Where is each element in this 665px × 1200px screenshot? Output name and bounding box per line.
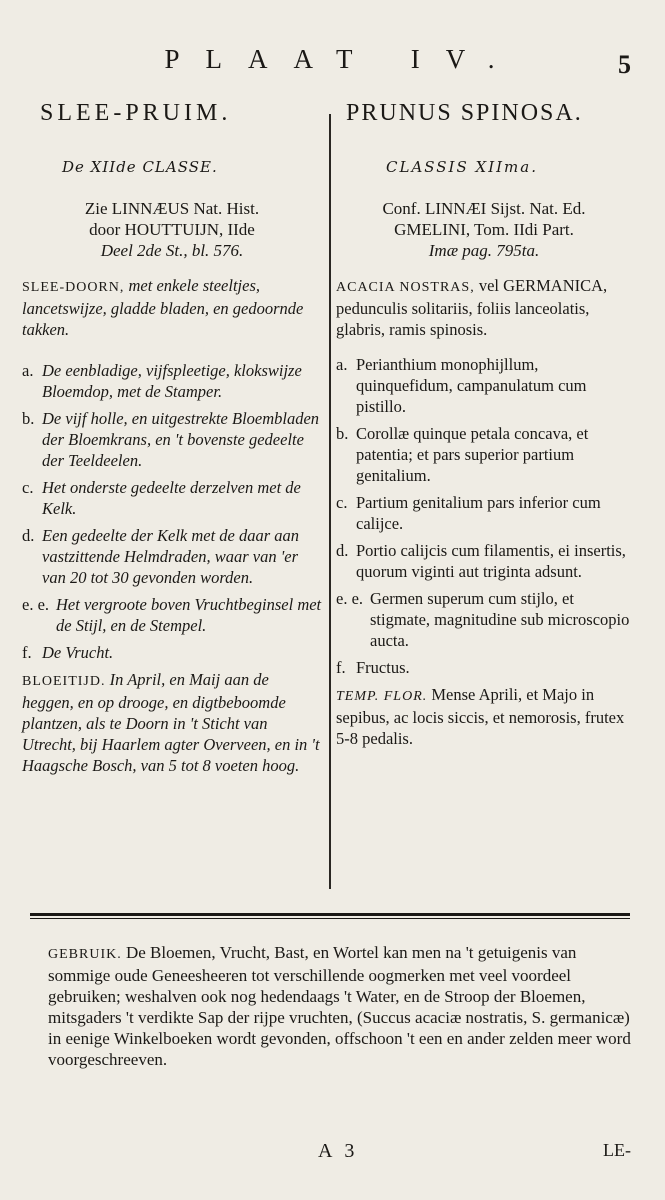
description-lead: SLEE-DOORN, (22, 280, 125, 295)
section-rule (30, 913, 630, 916)
signature-mark: A 3 (318, 1140, 359, 1162)
title-dutch: SLEE-PRUIM. (40, 100, 232, 126)
item-text: Perianthium monophijllum, quinquefidum, campanulatum cum pistillo. (356, 355, 587, 416)
flowering-text: Mense Aprili, et Majo in sepibus, ac locis siccis, et nemorosis, frutex 5-8 pedalis. (336, 685, 625, 748)
description-latin (336, 275, 632, 340)
description-text: vel GERMANICA, pedunculis solitariis, foliis lanceolatis, glabris, ramis spinosis. (336, 276, 608, 339)
item-label: c. (22, 478, 34, 497)
usage-text: De Bloemen, Vrucht, Bast, en Wortel kan men na 't getuigenis van sommige oude Geneesheeren tot verschillende oogmerken met veel voordeel gebruiken; weshalven ook nog hedendaags 't Water, en de Stroop der Bloemen, mitsgaders 't verdikte Sap der rijpe vruchten, (Succus acaciæ nostratis, S. germanicæ) in eenige Winkelboeken wordt gevonden, offschoon 't een en ander zelden meer word voorgeschreeven. (48, 943, 631, 1069)
description-dutch (22, 275, 322, 340)
item-label: c. (336, 493, 348, 512)
item-label: f. (22, 643, 32, 662)
list-item (336, 492, 632, 534)
reference-latin (336, 198, 632, 261)
catchword: LE- (603, 1140, 631, 1160)
flowering-latin (336, 684, 632, 749)
item-label: e. e. (22, 595, 50, 614)
item-text: Portio calijcis cum filamentis, ei insertis, quorum viginti aut triginta adsunt. (356, 541, 626, 581)
item-label: a. (336, 355, 348, 374)
item-text: Een gedeelte der Kelk met de daar aan vastzittende Helmdraden, waar van 'er van 20 tot 30 gevonden worden. (42, 526, 300, 587)
list-item (336, 354, 632, 417)
list-item (336, 540, 632, 582)
item-text: De eenbladige, vijfspleetige, klokswijze Bloemdop, met de Stamper. (42, 361, 302, 401)
item-label: d. (22, 526, 35, 545)
reference-line: Imæ pag. 795ta. (428, 241, 540, 260)
plate-heading: PLAAT IV. (164, 44, 521, 74)
list-item (336, 588, 632, 651)
item-text: Fructus. (356, 658, 410, 677)
list-item (22, 477, 322, 519)
list-item (22, 642, 322, 663)
reference-line: door HOUTTUIJN, IIde (89, 220, 255, 239)
flowering-dutch (22, 669, 322, 776)
item-text: Partium genitalium pars inferior cum calijce. (356, 493, 601, 533)
flowering-lead: BLOEITIJD. (22, 674, 106, 689)
items-latin (336, 354, 632, 678)
list-item (22, 594, 322, 636)
column-latin (336, 198, 632, 749)
reference-dutch (22, 198, 322, 261)
item-text: Corollæ quinque petala concava, et patentia; et pars superior partium genitalium. (356, 424, 589, 485)
items-dutch (22, 360, 322, 663)
item-label: d. (336, 541, 349, 560)
reference-line: Deel 2de St., bl. 576. (100, 241, 244, 260)
list-item (22, 525, 322, 588)
description-lead: ACACIA NOSTRAS, (336, 280, 475, 295)
flowering-text: In April, en Maij aan de heggen, en op drooge, en digtbeboomde plantzen, als te Doorn in 't Sticht van Utrecht, bij Haarlem agter Overveen, en in 't Haagsche Bosch, van 5 tot 8 voeten hoog. (22, 670, 320, 775)
list-item (336, 423, 632, 486)
item-text: Het vergroote boven Vruchtbeginsel met de Stijl, en de Stempel. (56, 595, 322, 635)
reference-line: GMELINI, Tom. IIdi Part. (394, 220, 574, 239)
class-latin: CLASSIS XIIma. (386, 158, 538, 176)
item-label: f. (336, 658, 346, 677)
column-dutch (22, 198, 322, 776)
list-item (22, 408, 322, 471)
reference-line: Conf. LINNÆI Sijst. Nat. Ed. (382, 199, 586, 218)
usage-paragraph (48, 942, 633, 1070)
column-divider (329, 114, 331, 889)
section-rule-thin (30, 918, 630, 919)
item-text: De Vrucht. (42, 643, 114, 662)
item-label: b. (22, 409, 35, 428)
title-latin: PRUNUS SPINOSA. (346, 100, 583, 126)
class-dutch: De XIIde CLASSE. (62, 158, 218, 176)
item-label: e. e. (336, 589, 364, 608)
item-text: Het onderste gedeelte derzelven met de Kelk. (42, 478, 301, 518)
item-label: b. (336, 424, 349, 443)
list-item (22, 360, 322, 402)
item-label: a. (22, 361, 34, 380)
usage-lead: GEBRUIK. (48, 947, 122, 962)
list-item (336, 657, 632, 678)
reference-line: Zie LINNÆUS Nat. Hist. (84, 199, 260, 218)
item-text: De vijf holle, en uitgestrekte Bloembladen der Bloemkrans, en 't bovenste gedeelte der Teeldeelen. (42, 409, 320, 470)
description-text: met enkele steeltjes, lancetswijze, gladde bladen, en gedoornde takken. (22, 276, 304, 339)
page-number: 5 (618, 50, 631, 79)
flowering-lead: TEMP. FLOR. (336, 689, 428, 704)
item-text: Germen superum cum stijlo, et stigmate, magnitudine sub microscopio aucta. (370, 589, 630, 650)
